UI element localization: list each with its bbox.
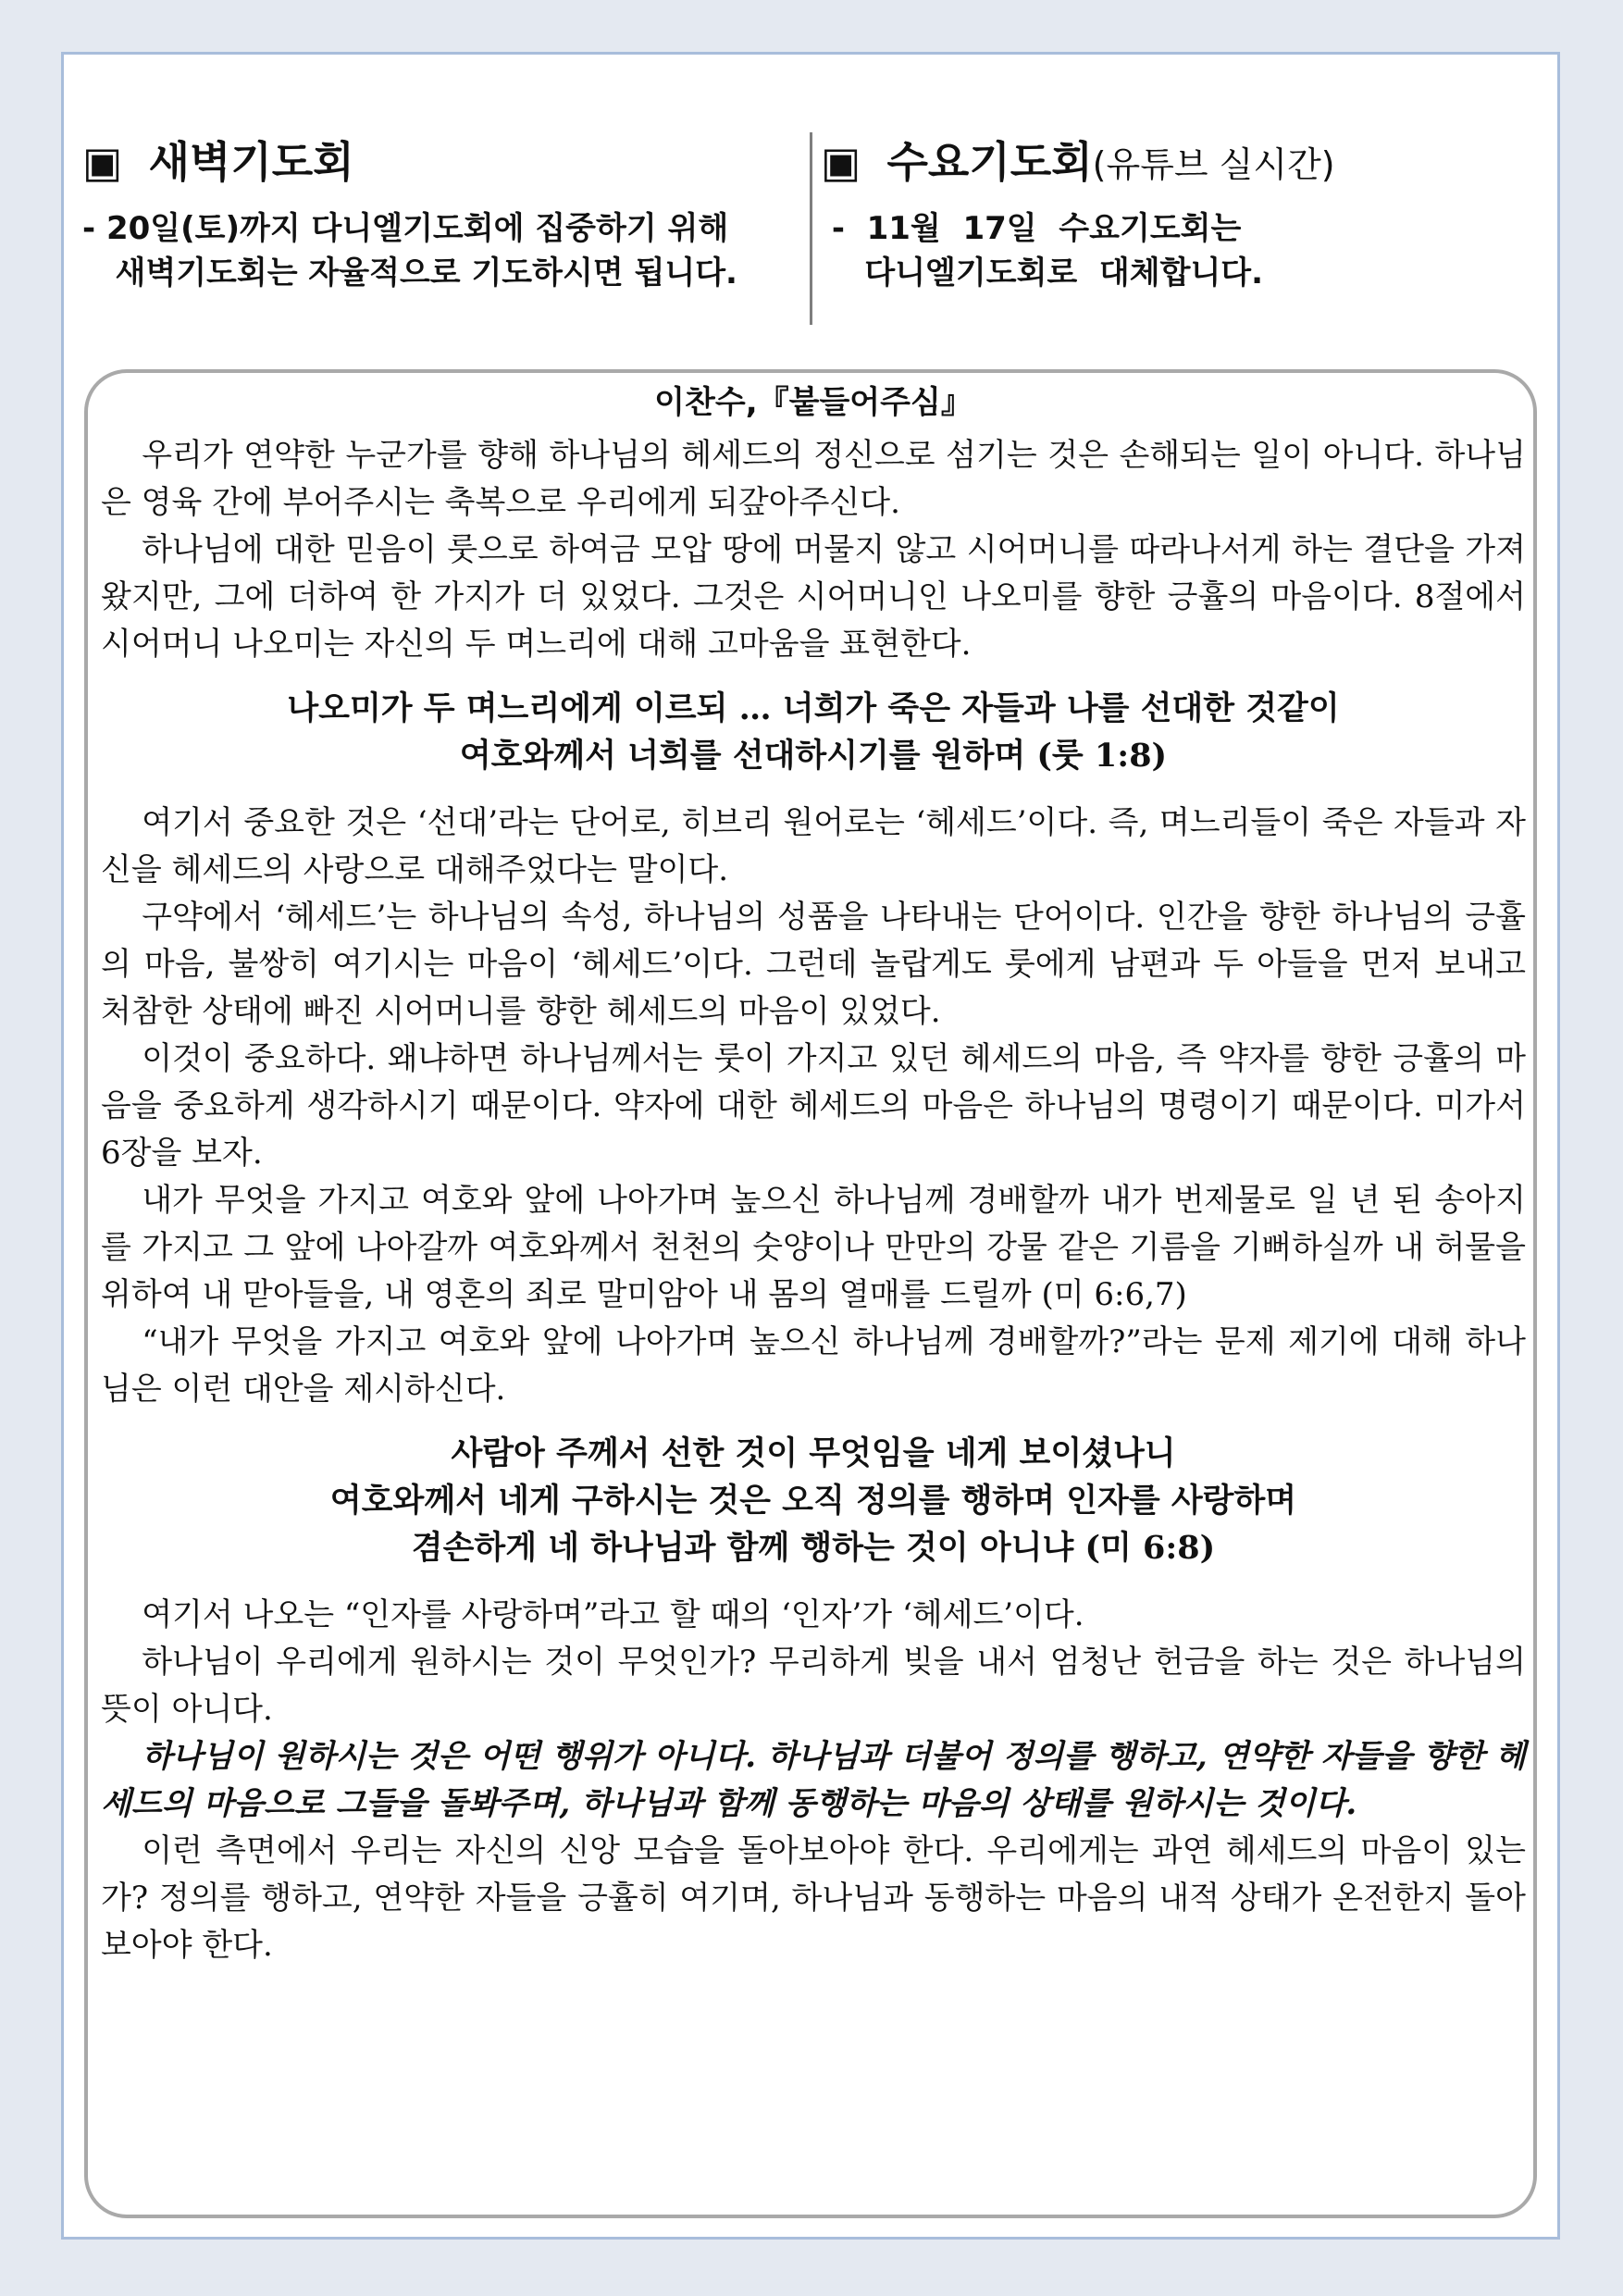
article-paragraph: 이런 측면에서 우리는 자신의 신앙 모습을 돌아보아야 한다. 우리에게는 과연 헤세드의 마음이 있는가? 정의를 행하고, 연약한 자들을 긍휼히 여기며, 하나님과 동행하는 마음의 내적 상태가 온전한지 돌아보아야 한다. (101, 1832, 1526, 1964)
quote-line: 나오미가 두 며느리에게 이르되 … 너희가 죽은 자들과 나를 선대한 것같이 (287, 689, 1340, 727)
scripture-quote-ruth (101, 685, 1526, 779)
article-paragraph: 이것이 중요하다. 왜냐하면 하나님께서는 룻이 가지고 있던 헤세드의 마음, 즉 약자를 향한 긍휼의 마음을 중요하게 생각하시기 때문이다. 약자에 대한 헤세드의 마음은 하나님의 명령이기 때문이다. 미가서 6장을 보자. (101, 1040, 1526, 1172)
book-title: 이찬수,『붙들어주심』 (654, 384, 973, 421)
article-paragraph: 여기서 중요한 것은 ‘선대’라는 단어로, 히브리 원어로는 ‘헤세드’이다. 즉, 며느리들이 죽은 자들과 자신을 헤세드의 사랑으로 대해주었다는 말이다. (101, 804, 1526, 888)
article-paragraph: “내가 무엇을 가지고 여호와 앞에 나아가며 높으신 하나님께 경배할까?”라는 문제 제기에 대해 하나님은 이런 대안을 제시하신다. (101, 1323, 1526, 1408)
article-paragraph: 우리가 연약한 누군가를 향해 하나님의 헤세드의 정신으로 섬기는 것은 손해되는 일이 아니다. 하나님은 영육 간에 부어주시는 축복으로 우리에게 되갚아주신다. (101, 437, 1526, 521)
article-paragraph: 여기서 나오는 “인자를 사랑하며”라고 할 때의 ‘인자’가 ‘헤세드’이다. (142, 1596, 1084, 1633)
wednesday-prayer-notice: - 11월 17일 수요기도회는 다니엘기도회로 대체합니다. (831, 210, 1264, 292)
article-paragraph: 하나님이 우리에게 원하시는 것이 무엇인가? 무리하게 빚을 내서 엄청난 헌금을 하는 것은 하나님의 뜻이 아니다. (101, 1644, 1526, 1728)
quote-line: 여호와께서 네게 구하시는 것은 오직 정의를 행하며 인자를 사랑하며 (329, 1482, 1297, 1520)
article-content (101, 380, 1526, 1969)
square-box-icon: ▣ (82, 137, 123, 187)
dawn-prayer-section (82, 129, 823, 295)
wednesday-prayer-heading (821, 129, 1561, 190)
emphasized-paragraph: 하나님이 원하시는 것은 어떤 행위가 아니다. 하나님과 더불어 정의를 행하고, 연약한 자들을 향한 헤세드의 마음으로 그들을 돌봐주며, 하나님과 함께 동행하는 마음의 상태를 원하시는 것이다. (101, 1738, 1526, 1822)
wednesday-prayer-title: 수요기도회 (886, 137, 1093, 187)
wednesday-prayer-subtitle: (유튜브 실시간) (1092, 144, 1335, 185)
scripture-quote-micah (101, 1430, 1526, 1571)
dawn-prayer-notice: - 20일(토)까지 다니엘기도회에 집중하기 위해 새벽기도회는 자율적으로 기도하시면 됩니다. (82, 210, 737, 292)
dawn-prayer-title: 새벽기도회 (148, 137, 354, 187)
wednesday-prayer-section (821, 129, 1561, 295)
square-box-icon: ▣ (821, 137, 861, 187)
column-divider (810, 132, 812, 325)
dawn-prayer-heading (82, 129, 823, 190)
article-paragraph: 하나님에 대한 믿음이 룻으로 하여금 모압 땅에 머물지 않고 시어머니를 따라나서게 하는 결단을 가져왔지만, 그에 더하여 한 가지가 더 있었다. 그것은 시어머니인 나오미를 향한 긍휼의 마음이다. 8절에서 시어머니 나오미는 자신의 두 며느리에 대해 고마움을 표현한다. (101, 531, 1526, 663)
bulletin-page (61, 52, 1560, 2240)
quote-line: 겸손하게 네 하나님과 함께 행하는 것이 아니냐 (미 6:8) (411, 1529, 1216, 1567)
quote-line: 사람아 주께서 선한 것이 무엇임을 네게 보이셨나니 (451, 1434, 1176, 1472)
quote-line: 여호와께서 너희를 선대하시기를 원하며 (룻 1:8) (459, 737, 1168, 775)
scripture-citation-micah-6-6: 내가 무엇을 가지고 여호와 앞에 나아가며 높으신 하나님께 경배할까 내가 번제물로 일 년 된 송아지를 가지고 그 앞에 나아갈까 여호와께서 천천의 숫양이나 만만의 강물 같은 기름을 기뻐하실까 내 허물을 위하여 내 맏아들을, 내 영혼의 죄로 말미암아 내 몸의 열매를 드릴까 (미 6:6,7) (101, 1182, 1526, 1313)
article-paragraph: 구약에서 ‘헤세드’는 하나님의 속성, 하나님의 성품을 나타내는 단어이다. 인간을 향한 하나님의 긍휼의 마음, 불쌍히 여기시는 마음이 ‘헤세드’이다. 그런데 놀랍게도 룻에게 남편과 두 아들을 먼저 보내고 처참한 상태에 빠진 시어머니를 향한 헤세드의 마음이 있었다. (101, 899, 1526, 1030)
